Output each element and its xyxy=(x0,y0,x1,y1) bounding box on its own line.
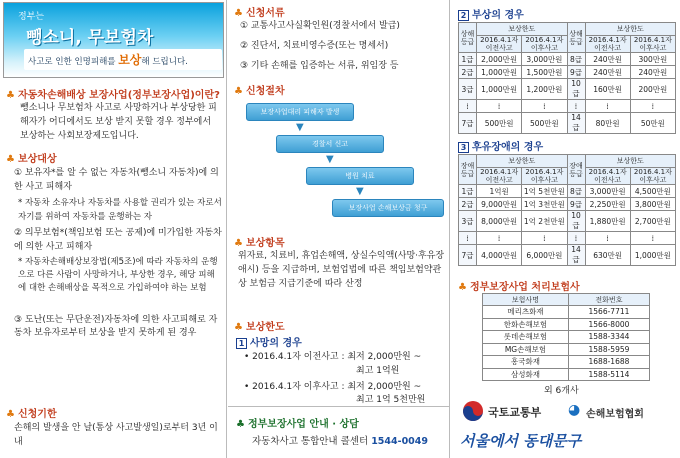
disability-cell: 2,250만원 xyxy=(585,198,630,211)
injury-cell: 1,500만원 xyxy=(522,66,567,79)
disability-cell: 1억 3천만원 xyxy=(522,198,567,211)
injury-cell: 500만원 xyxy=(477,113,522,134)
disability-row xyxy=(459,198,676,211)
disability-row xyxy=(459,185,676,198)
limit-line-2: 최고 1억원 xyxy=(356,366,400,376)
heading-deadline-text: 신청기한 xyxy=(17,409,57,420)
insurer-name: 메리츠화재 xyxy=(483,306,569,319)
disability-cell: 1억원 xyxy=(477,185,522,198)
injury-cell: 1급 xyxy=(459,53,477,66)
insurer-name: MG손해보험 xyxy=(483,343,569,356)
heading-docs xyxy=(234,4,285,19)
heading-insurers-text: 정부보장사업 처리보험사 xyxy=(469,282,580,293)
disability-cell: 9,000만원 xyxy=(477,198,522,211)
disability-cell: 8,000만원 xyxy=(477,211,522,232)
knia-logo-text: 손해보험협회 xyxy=(586,409,644,420)
injury-table xyxy=(458,22,676,134)
insurer-name: 한화손해보험 xyxy=(483,318,569,331)
callcenter-phone: 1544-0049 xyxy=(371,436,429,447)
knia-mark-icon: ◕ xyxy=(568,402,581,418)
injury-cell: 300만원 xyxy=(630,53,675,66)
right-column xyxy=(452,0,680,458)
disability-cell: 7급 xyxy=(459,245,477,266)
club-icon: ♣ xyxy=(234,322,243,333)
disability-cell: 1,000만원 xyxy=(630,245,675,266)
disability-table xyxy=(458,154,676,266)
club-icon: ♣ xyxy=(234,238,243,249)
club-icon: ♣ xyxy=(6,90,15,101)
flow-step-1: 보장사업대리 피해자 발생 xyxy=(246,103,354,121)
disability-cell: 2급 xyxy=(459,198,477,211)
knia-logo xyxy=(568,402,678,422)
injury-cell: 1,000만원 xyxy=(477,66,522,79)
injury-cell: 14급 xyxy=(567,113,585,134)
section-injury-title: 부상의 경우 xyxy=(472,10,524,21)
heading-items xyxy=(234,234,285,249)
injury-row xyxy=(459,113,676,134)
insurer-name: 롯데손해보험 xyxy=(483,331,569,344)
disability-cell: 8급 xyxy=(567,185,585,198)
heading-target-text: 보상대상 xyxy=(17,154,57,165)
th-after: 2016.4.1자 이후사고 xyxy=(522,168,567,185)
heading-docs-text: 신청서류 xyxy=(245,8,285,19)
footer-line-text: 자동차사고 통합안내 콜센터 xyxy=(252,436,372,447)
middle-column xyxy=(228,0,450,458)
section-number: 1 xyxy=(236,338,247,349)
injury-cell: 3,000만원 xyxy=(522,53,567,66)
disability-cell: ⁞ xyxy=(477,232,522,245)
disability-cell: ⁞ xyxy=(567,232,585,245)
th-limit: 보상한도 xyxy=(585,155,676,168)
disability-cell: 3,800만원 xyxy=(630,198,675,211)
th-before: 2016.4.1자 이전사고 xyxy=(477,168,522,185)
disability-row xyxy=(459,232,676,245)
insurer-phone: 1566-7711 xyxy=(568,306,649,319)
doc-item-1: ① 교통사고사실확인원(경찰서에서 발급) xyxy=(240,21,400,31)
injury-row xyxy=(459,66,676,79)
disability-cell: 1억 5천만원 xyxy=(522,185,567,198)
disability-row xyxy=(459,245,676,266)
disability-cell: 630만원 xyxy=(585,245,630,266)
disability-cell: 14급 xyxy=(567,245,585,266)
th-after: 2016.4.1자 이후사고 xyxy=(630,36,675,53)
injury-cell: 2,000만원 xyxy=(477,53,522,66)
target-note-2: * 자동차손해배상보장법(제5조)에 따라 자동차의 운행으로 다른 사람이 사망하거나, 부상한 경우, 해당 피해에 대한 손해배상을 목적으로 가입하여야 하는 보험 xyxy=(18,257,218,293)
injury-cell: 240만원 xyxy=(630,66,675,79)
target-item-1: ① 보유자*를 알 수 없는 자동차(뺑소니 자동차)에 의한 사고 피해자 xyxy=(14,168,219,192)
what-is-paragraph: 뺑소니나 무보험차 사고로 사망하거나 부상당한 피해자가 어디에서도 보상 받지 못할 경우 정부에서 보상하는 사회보장제도입니다. xyxy=(20,103,217,141)
disability-cell: ⁞ xyxy=(585,232,630,245)
deadline-text: 손해의 발생을 안 날(통상 사고발생일)로부터 3년 이내 xyxy=(14,423,218,447)
injury-cell: 500만원 xyxy=(522,113,567,134)
section-disability-title: 후유장애의 경우 xyxy=(472,142,544,153)
insurer-phone: 1566-8000 xyxy=(568,318,649,331)
heading-procedure-text: 신청절차 xyxy=(245,86,285,97)
banner-subtitle xyxy=(24,49,222,70)
injury-cell: ⁞ xyxy=(477,100,522,113)
th-insurer-name: 보험사명 xyxy=(483,294,569,306)
th-after: 2016.4.1자 이후사고 xyxy=(630,168,675,185)
banner-sub-em: 보상 xyxy=(118,53,142,67)
insurer-name: 흥국화재 xyxy=(483,356,569,369)
section-disability xyxy=(458,138,543,153)
disability-cell: ⁞ xyxy=(630,232,675,245)
club-icon: ♣ xyxy=(6,409,15,420)
injury-cell: 1,000만원 xyxy=(477,79,522,100)
th-grade: 상해등급 xyxy=(567,23,585,53)
injury-cell: ⁞ xyxy=(459,100,477,113)
heading-limit xyxy=(234,318,285,333)
insurer-phone: 1588-3344 xyxy=(568,331,649,344)
injury-cell: 240만원 xyxy=(585,66,630,79)
banner xyxy=(3,2,224,78)
injury-row xyxy=(459,79,676,100)
club-icon: ♣ xyxy=(236,419,245,430)
club-icon: ♣ xyxy=(234,86,243,97)
th-grade: 장애등급 xyxy=(459,155,477,185)
footer-title xyxy=(236,415,359,430)
injury-cell: 10급 xyxy=(567,79,585,100)
insurer-row xyxy=(483,356,650,369)
insurer-name: 삼성화재 xyxy=(483,368,569,381)
footer-title-text: 정부보장사업 안내 · 상담 xyxy=(247,419,359,430)
heading-deadline xyxy=(6,405,57,420)
disability-cell: 4,000만원 xyxy=(477,245,522,266)
injury-cell: ⁞ xyxy=(522,100,567,113)
injury-cell: ⁞ xyxy=(585,100,630,113)
target-note-1: * 자동차 소유자나 자동차를 사용할 권리가 있는 자로서 자기를 위하여 자동차를 운행하는 자 xyxy=(18,198,222,222)
heading-procedure xyxy=(234,82,285,97)
banner-sub-pre: 사고로 인한 인명피해를 xyxy=(28,57,119,67)
disability-cell: ⁞ xyxy=(459,232,477,245)
disability-cell: 10급 xyxy=(567,211,585,232)
heading-what-is xyxy=(6,86,220,101)
disability-cell: 1급 xyxy=(459,185,477,198)
disability-cell: 1억 2천만원 xyxy=(522,211,567,232)
injury-cell: 2급 xyxy=(459,66,477,79)
th-grade: 상해등급 xyxy=(459,23,477,53)
insurer-phone: 1588-5959 xyxy=(568,343,649,356)
more-insurers: 외 6개사 xyxy=(544,386,579,396)
th-after: 2016.4.1자 이후사고 xyxy=(522,36,567,53)
items-text: 위자료, 치료비, 휴업손해액, 상실수익액(사망·후유장애시) 등을 지급하며, 보험업법에 따른 책임보험약관상 보험금 지급기준에 따라 산정 xyxy=(238,251,445,289)
doc-item-3: ③ 기타 손해를 입증하는 서류, 위임장 등 xyxy=(240,61,399,71)
heading-items-text: 보상항목 xyxy=(245,238,285,249)
th-grade: 장애등급 xyxy=(567,155,585,185)
section-death-title: 사망의 경우 xyxy=(250,338,302,349)
injury-cell: 3급 xyxy=(459,79,477,100)
insurer-table xyxy=(482,293,650,381)
injury-cell: 200만원 xyxy=(630,79,675,100)
disability-cell: 3급 xyxy=(459,211,477,232)
section-injury xyxy=(458,6,524,21)
insurer-row xyxy=(483,306,650,319)
insurer-row xyxy=(483,343,650,356)
disability-cell: 2,700만원 xyxy=(630,211,675,232)
left-column xyxy=(0,0,227,458)
banner-title: 뺑소니, 무보험차 xyxy=(26,28,154,48)
injury-cell: 80만원 xyxy=(585,113,630,134)
section-death xyxy=(236,334,302,349)
injury-cell: 7급 xyxy=(459,113,477,134)
molit-logo xyxy=(462,400,552,422)
club-icon: ♣ xyxy=(234,8,243,19)
dongdaemun-logo-text: 서울에서 동대문구 xyxy=(460,432,582,450)
heading-insurers xyxy=(458,278,580,293)
injury-cell: 1,200만원 xyxy=(522,79,567,100)
section-number: 2 xyxy=(458,10,469,21)
insurer-phone: 1588-5114 xyxy=(568,368,649,381)
injury-cell: 160만원 xyxy=(585,79,630,100)
banner-sub-post: 해 드립니다. xyxy=(141,57,188,67)
contact-footer xyxy=(228,406,450,458)
insurer-row xyxy=(483,318,650,331)
target-item-2: ② 의무보험*(책임보험 또는 공제)에 미가입한 자동차에 의한 사고 피해자 xyxy=(14,228,222,252)
heading-target xyxy=(6,150,57,165)
arrow-down-icon: ▼ xyxy=(326,154,334,165)
injury-cell: ⁞ xyxy=(630,100,675,113)
injury-cell: 240만원 xyxy=(585,53,630,66)
banner-small-text: 정부는 xyxy=(18,12,45,22)
limit-line-4: 최고 1억 5천만원 xyxy=(356,395,426,405)
th-before: 2016.4.1자 이전사고 xyxy=(585,36,630,53)
insurer-phone: 1688-1688 xyxy=(568,356,649,369)
th-before: 2016.4.1자 이전사고 xyxy=(585,168,630,185)
injury-row xyxy=(459,100,676,113)
injury-cell: 8급 xyxy=(567,53,585,66)
disability-cell: 6,000만원 xyxy=(522,245,567,266)
footer-line xyxy=(252,435,448,449)
doc-item-2: ② 진단서, 치료비영수증(또는 명세서) xyxy=(240,41,389,51)
arrow-down-icon: ▼ xyxy=(296,122,304,133)
injury-cell: ⁞ xyxy=(567,100,585,113)
heading-what-is-text: 자동차손해배상 보장사업(정부보장사업)이란? xyxy=(17,90,220,101)
disability-cell: 3,000만원 xyxy=(585,185,630,198)
th-insurer-phone: 전화번호 xyxy=(568,294,649,306)
disability-cell: 1,880만원 xyxy=(585,211,630,232)
disability-cell: 4,500만원 xyxy=(630,185,675,198)
disability-cell: ⁞ xyxy=(522,232,567,245)
target-item-3: ③ 도난(또는 무단운전)자동차에 의한 사고피해로 자동차 보유자로부터 보상을 받지 못하게 된 경우 xyxy=(14,315,218,338)
th-before: 2016.4.1자 이전사고 xyxy=(477,36,522,53)
limit-line-3: • 2016.4.1자 이후사고 : 최저 2,000만원 ~ xyxy=(244,382,422,392)
th-limit: 보상한도 xyxy=(477,155,568,168)
section-number: 3 xyxy=(458,142,469,153)
injury-cell: 50만원 xyxy=(630,113,675,134)
insurer-row xyxy=(483,368,650,381)
arrow-down-icon: ▼ xyxy=(356,186,364,197)
flow-step-3: 병원 치료 xyxy=(306,167,414,185)
molit-logo-text: 국토교통부 xyxy=(488,406,542,419)
dongdaemun-logo xyxy=(460,428,620,454)
heading-limit-text: 보상한도 xyxy=(245,322,285,333)
disability-row xyxy=(459,211,676,232)
flow-step-4: 보장사업 손해보상금 청구 xyxy=(332,199,444,217)
disability-cell: 9급 xyxy=(567,198,585,211)
limit-line-1: • 2016.4.1자 이전사고 : 최저 2,000만원 ~ xyxy=(244,352,422,362)
injury-row xyxy=(459,53,676,66)
injury-cell: 9급 xyxy=(567,66,585,79)
insurer-row xyxy=(483,331,650,344)
th-limit: 보상한도 xyxy=(477,23,568,36)
club-icon: ♣ xyxy=(458,282,467,293)
taegeuk-icon xyxy=(462,400,484,422)
club-icon: ♣ xyxy=(6,154,15,165)
flow-step-2: 경찰서 신고 xyxy=(276,135,384,153)
th-limit: 보상한도 xyxy=(585,23,676,36)
